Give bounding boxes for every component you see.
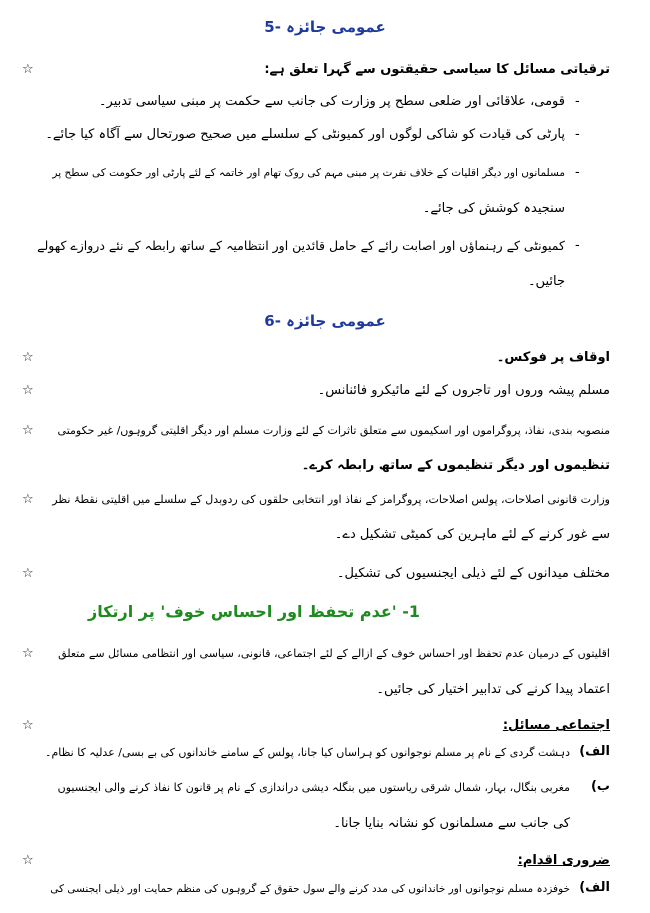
list-item: خوفزدہ مسلم نوجوانوں اور خاندانوں کی مدد کرنے والے سول حقوق کے گروہوں کی منظم حمایت اور ذیلی ایجنسی کی <box>50 883 570 895</box>
dash-bullet: - <box>575 238 580 253</box>
paragraph-intro: ترقیاتی مسائل کا سیاسی حقیقتوں سے گہرا تعلق ہے: <box>264 62 610 77</box>
star-bullet: ☆ <box>22 853 34 868</box>
list-item: مسلم پیشہ وروں اور تاجروں کے لئے مائیکرو فائنانس۔ <box>317 383 610 398</box>
star-bullet: ☆ <box>22 492 34 507</box>
list-item-continued: تنظیموں اور دیگر تنظیموں کے ساتھ رابطہ کرے۔ <box>301 458 610 473</box>
star-bullet: ☆ <box>22 62 34 77</box>
needed-steps-label: ضروری اقدام: <box>517 853 610 868</box>
list-item: دہشت گردی کے نام پر مسلم نوجوانوں کو ہراساں کیا جانا، پولس کے سامنے خاندانوں کی بے بسی/ عدلیہ کا نظام۔ <box>45 746 570 759</box>
dash-bullet: - <box>575 165 580 180</box>
list-item: مختلف میدانوں کے لئے ذیلی ایجنسیوں کی تشکیل۔ <box>336 566 610 581</box>
bullet-text: قومی، علاقائی اور ضلعی سطح پر وزارت کی جانب سے حکمت پر مبنی سیاسی تدبیر۔ <box>98 94 565 109</box>
section-heading: 1- 'عدم تحفظ اور احساس خوف' پر ارتکاز <box>87 602 420 621</box>
paragraph-continued: اعتماد پیدا کرنے کی تدابیر اختیار کی جائیں۔ <box>376 682 610 697</box>
bullet-text: مسلمانوں اور دیگر اقلیات کے خلاف نفرت پر مبنی مہم کی روک تھام اور خاتمہ کے لئے پارٹی اور حکومت کی سطح پر <box>52 167 565 179</box>
list-item: اوقاف پر فوکس۔ <box>496 350 610 365</box>
list-marker-alif: الف) <box>579 744 610 759</box>
heading-review-6: عمومی جائزہ -6 <box>264 312 386 330</box>
star-bullet: ☆ <box>22 646 34 661</box>
bullet-text-continued: جائیں۔ <box>527 274 565 289</box>
bullet-text: پارٹی کی قیادت کو شاکی لوگوں اور کمیونٹی کے سلسلے میں صحیح صورتحال سے آگاہ کیا جائے۔ <box>45 127 565 142</box>
list-marker-alif: الف) <box>579 880 610 895</box>
bullet-text-continued: سنجیدہ کوشش کی جائے۔ <box>422 201 565 216</box>
dash-bullet: - <box>575 94 580 109</box>
list-marker-be: ب) <box>590 779 610 794</box>
paragraph: اقلیتوں کے درمیان عدم تحفظ اور احساس خوف کے ازالے کے لئے اجتماعی، قانونی، سیاسی اور انتظامی مسائل سے متعلق <box>58 647 610 660</box>
list-item-continued: کی جانب سے مسلمانوں کو نشانہ بنایا جانا۔ <box>333 816 570 831</box>
star-bullet: ☆ <box>22 566 34 581</box>
list-item-continued: سے غور کرنے کے لئے ماہرین کی کمیٹی تشکیل دے۔ <box>334 527 610 542</box>
list-item: مغربی بنگال، بہار، شمال شرقی ریاستوں میں بنگلہ دیشی دراندازی کے نام پر قانون کا نفاذ کرنے والی ایجنسیوں <box>57 781 570 794</box>
list-item: منصوبہ بندی، نفاذ، پروگراموں اور اسکیموں سے متعلق تاثرات کے لئے وزارت مسلم اور دیگر اقلیتی گروہوں/ غیر حکومتی <box>57 424 610 437</box>
heading-review-5: عمومی جائزہ -5 <box>264 18 386 36</box>
star-bullet: ☆ <box>22 383 34 398</box>
dash-bullet: - <box>575 127 580 142</box>
star-bullet: ☆ <box>22 350 34 365</box>
star-bullet: ☆ <box>22 718 34 733</box>
list-item: وزارت قانونی اصلاحات، پولس اصلاحات، پروگرامز کے نفاذ اور انتخابی حلقوں کی ردوبدل کے سلسلے میں اقلیتی نقطۂ نظر <box>52 493 610 506</box>
social-issues-label: اجتماعی مسائل: <box>502 718 610 733</box>
bullet-text: کمیونٹی کے رہنماؤں اور اصابت رائے کے حامل قائدین اور انتظامیہ کے ساتھ رابطہ کے نئے دروازے کھولے <box>37 238 565 253</box>
star-bullet: ☆ <box>22 423 34 438</box>
